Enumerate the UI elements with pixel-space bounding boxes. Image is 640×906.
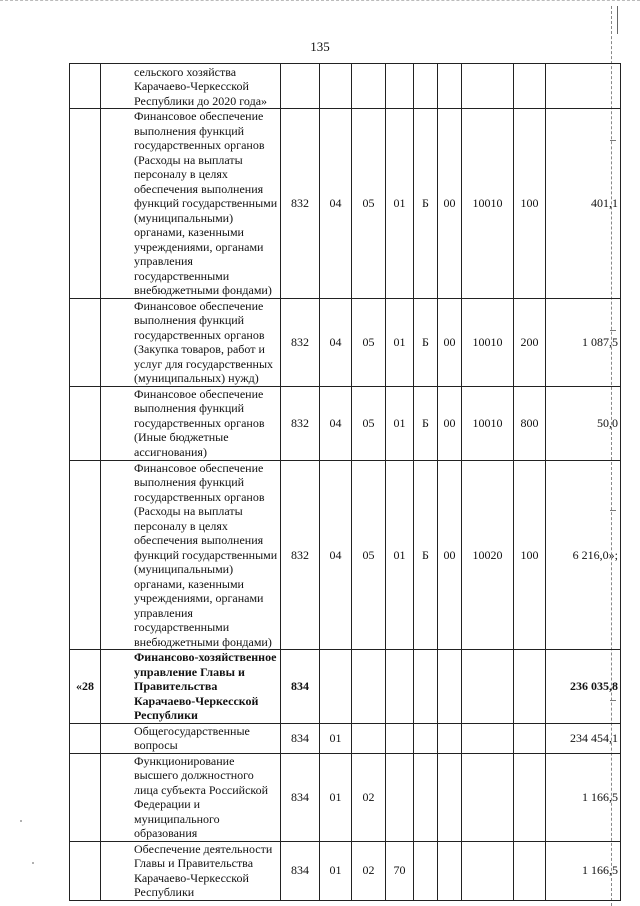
description-cell: Функционирование высшего должностного лица субъекта Российской Федерации и муниципального образования (101, 753, 281, 841)
expense-type-cell (514, 723, 546, 753)
row-number-cell: «28 (70, 650, 101, 724)
description-cell: Финансово-хозяйственное управление Главы и Правительства Карачаево-Черкесской Республики (101, 650, 281, 724)
section-cell: 04 (320, 386, 352, 460)
section-cell: 04 (320, 109, 352, 299)
section-cell (320, 650, 352, 724)
row-number-cell (70, 841, 101, 900)
table-row (70, 723, 621, 753)
event-cell: 00 (438, 109, 462, 299)
event-cell (438, 64, 462, 109)
program-cell (386, 64, 414, 109)
subprogram-cell (414, 841, 438, 900)
event-cell: 00 (438, 298, 462, 386)
admin-code-cell: 834 (281, 723, 320, 753)
amount-cell: 401,1 (546, 109, 621, 299)
program-cell: 01 (386, 460, 414, 650)
section-cell: 04 (320, 298, 352, 386)
table-row (70, 386, 621, 460)
direction-cell (462, 753, 514, 841)
description-cell: Финансовое обеспечение выполнения функций государственных органов (Расходы на выплаты персоналу в целях обеспечения выполнения функций государственными (муниципальными) органами, казенными учреждениями, органами управления государственными внебюджетными фондами) (101, 460, 281, 650)
scan-speck (32, 862, 34, 864)
section-cell: 01 (320, 841, 352, 900)
admin-code-cell: 832 (281, 298, 320, 386)
table-row (70, 64, 621, 109)
subsection-cell: 05 (352, 386, 386, 460)
event-cell (438, 753, 462, 841)
direction-cell: 10010 (462, 298, 514, 386)
program-cell (386, 650, 414, 724)
table-row (70, 650, 621, 724)
direction-cell (462, 64, 514, 109)
subprogram-cell (414, 723, 438, 753)
direction-cell (462, 650, 514, 724)
table-row (70, 109, 621, 299)
table-row (70, 753, 621, 841)
row-number-cell (70, 753, 101, 841)
subsection-cell: 05 (352, 298, 386, 386)
admin-code-cell: 834 (281, 650, 320, 724)
row-number-cell (70, 64, 101, 109)
admin-code-cell: 834 (281, 841, 320, 900)
scan-top-edge (0, 0, 640, 2)
subprogram-cell (414, 650, 438, 724)
description-cell: Общегосударственные вопросы (101, 723, 281, 753)
expense-type-cell (514, 753, 546, 841)
row-number-cell (70, 386, 101, 460)
admin-code-cell: 832 (281, 109, 320, 299)
expense-type-cell: 800 (514, 386, 546, 460)
direction-cell: 10010 (462, 386, 514, 460)
amount-cell: 234 454,1 (546, 723, 621, 753)
direction-cell: 10010 (462, 109, 514, 299)
expense-type-cell (514, 650, 546, 724)
table-row (70, 460, 621, 650)
table-row (70, 841, 621, 900)
row-number-cell (70, 460, 101, 650)
expense-type-cell: 100 (514, 460, 546, 650)
binding-margin-tick (611, 6, 618, 34)
subprogram-cell: Б (414, 298, 438, 386)
direction-cell (462, 723, 514, 753)
amount-cell: 1 087,5 (546, 298, 621, 386)
program-cell (386, 753, 414, 841)
program-cell (386, 723, 414, 753)
subprogram-cell: Б (414, 109, 438, 299)
expense-type-cell (514, 841, 546, 900)
page-number: 135 (310, 39, 330, 54)
subsection-cell: 05 (352, 460, 386, 650)
subprogram-cell: Б (414, 386, 438, 460)
admin-code-cell (281, 64, 320, 109)
description-cell: Обеспечение деятельности Главы и Правительства Карачаево-Черкесской Республики (101, 841, 281, 900)
description-cell: Финансовое обеспечение выполнения функций государственных органов (Расходы на выплаты персоналу в целях обеспечения выполнения функций государственными (муниципальными) органами, казенными учреждениями, органами управления государственными внебюджетными фондами) (101, 109, 281, 299)
row-number-cell (70, 723, 101, 753)
section-cell: 01 (320, 753, 352, 841)
event-cell (438, 723, 462, 753)
program-cell: 01 (386, 386, 414, 460)
amount-cell: 1 166,5 (546, 841, 621, 900)
expense-type-cell: 100 (514, 109, 546, 299)
section-cell: 01 (320, 723, 352, 753)
event-cell: 00 (438, 386, 462, 460)
budget-table (69, 63, 621, 901)
expense-type-cell: 200 (514, 298, 546, 386)
table-row (70, 298, 621, 386)
program-cell: 70 (386, 841, 414, 900)
expense-type-cell (514, 64, 546, 109)
scan-speck (20, 820, 22, 822)
row-number-cell (70, 298, 101, 386)
subsection-cell (352, 650, 386, 724)
direction-cell (462, 841, 514, 900)
section-cell (320, 64, 352, 109)
amount-cell: 1 166,5 (546, 753, 621, 841)
subsection-cell: 02 (352, 753, 386, 841)
event-cell (438, 650, 462, 724)
subprogram-cell: Б (414, 460, 438, 650)
admin-code-cell: 832 (281, 460, 320, 650)
admin-code-cell: 834 (281, 753, 320, 841)
admin-code-cell: 832 (281, 386, 320, 460)
subsection-cell (352, 64, 386, 109)
subprogram-cell (414, 64, 438, 109)
subsection-cell: 02 (352, 841, 386, 900)
description-cell: Финансовое обеспечение выполнения функций государственных органов (Иные бюджетные ассигнования) (101, 386, 281, 460)
program-cell: 01 (386, 298, 414, 386)
amount-cell (546, 64, 621, 109)
subsection-cell: 05 (352, 109, 386, 299)
amount-cell: 50,0 (546, 386, 621, 460)
event-cell (438, 841, 462, 900)
section-cell: 04 (320, 460, 352, 650)
amount-cell: 6 216,0»; (546, 460, 621, 650)
program-cell: 01 (386, 109, 414, 299)
row-number-cell (70, 109, 101, 299)
subsection-cell (352, 723, 386, 753)
subprogram-cell (414, 753, 438, 841)
direction-cell: 10020 (462, 460, 514, 650)
description-cell: Финансовое обеспечение выполнения функций государственных органов (Закупка товаров, работ и услуг для государственных (муниципальных) нужд) (101, 298, 281, 386)
amount-cell: 236 035,8 (546, 650, 621, 724)
description-cell: сельского хозяйства Карачаево-Черкесской Республики до 2020 года» (101, 64, 281, 109)
event-cell: 00 (438, 460, 462, 650)
